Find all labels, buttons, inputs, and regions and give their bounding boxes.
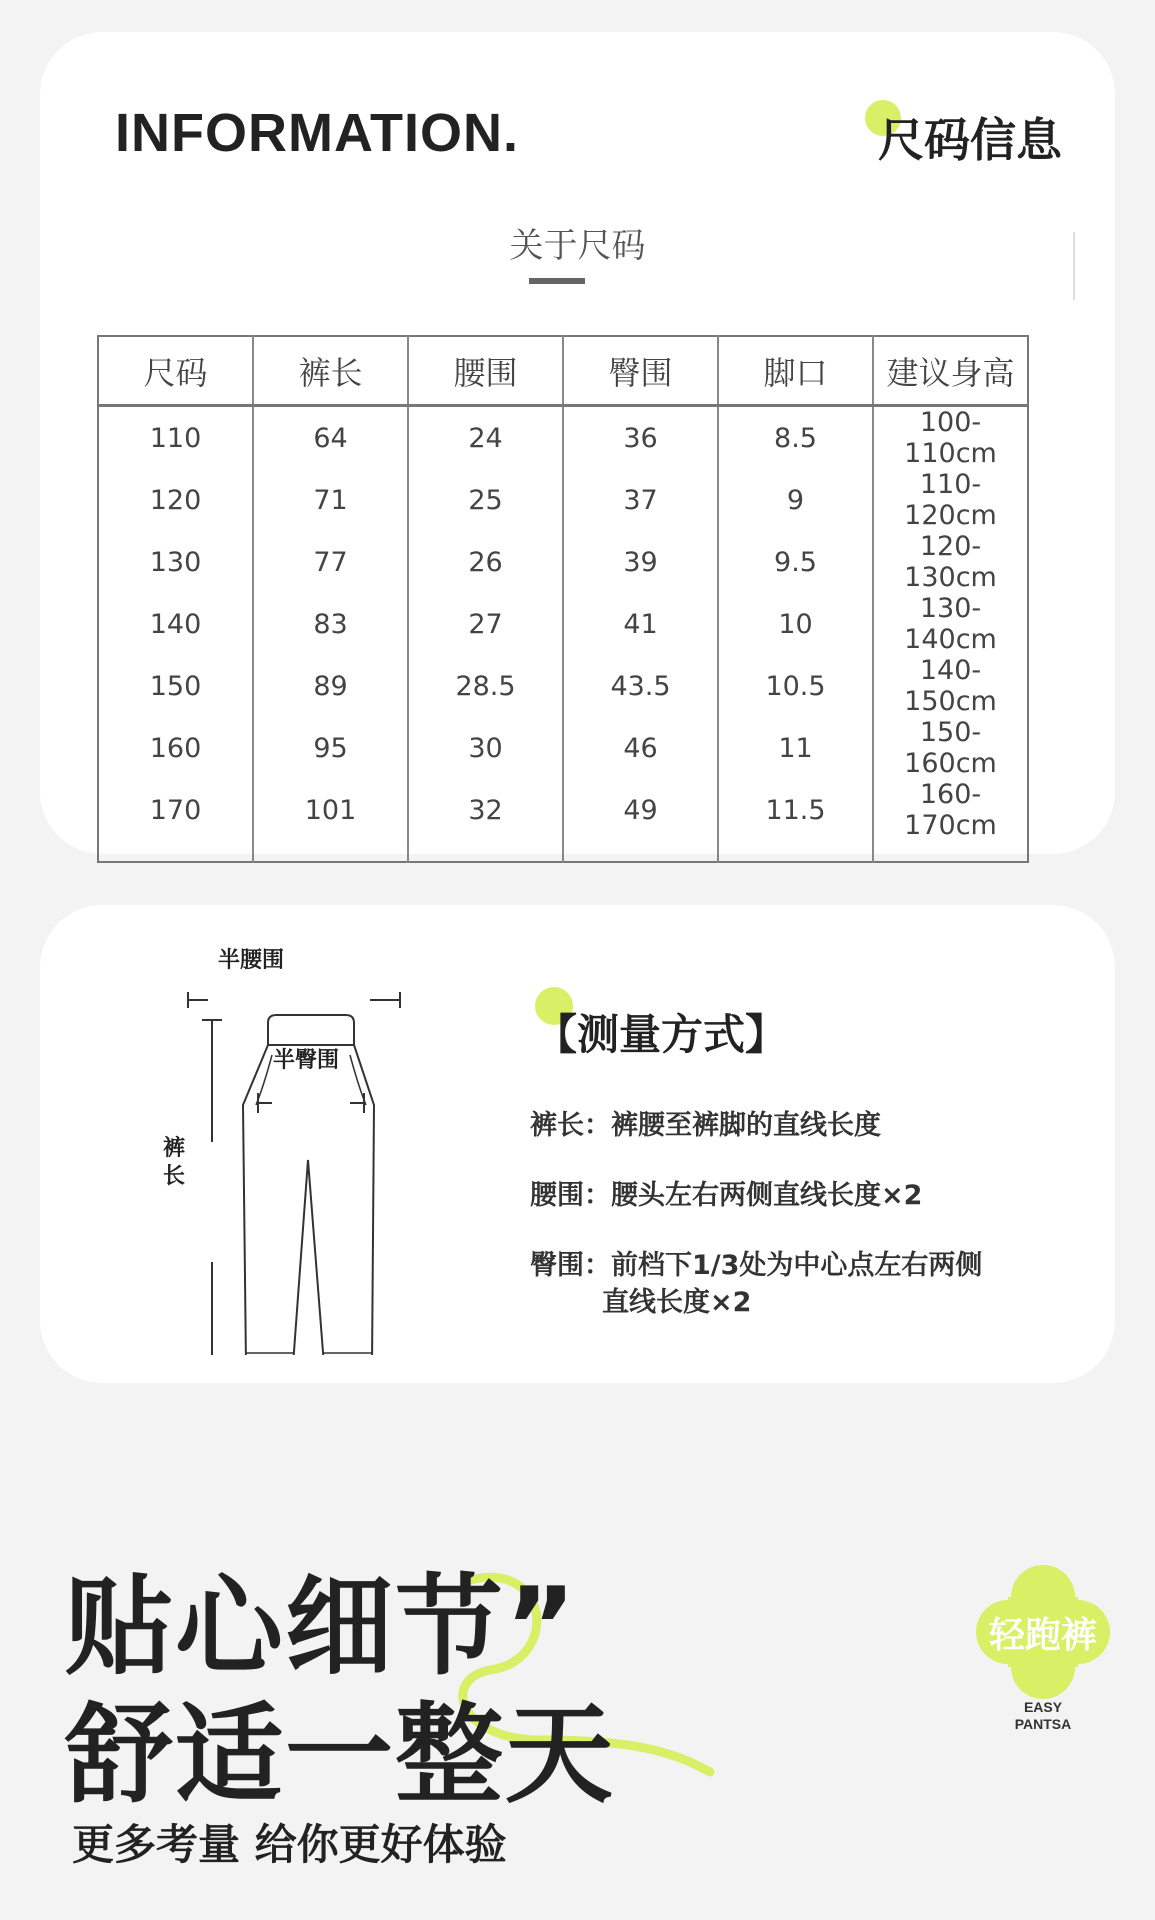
table-cell: 41 <box>563 593 718 655</box>
table-cell: 150-160cm <box>873 717 1028 779</box>
table-cell: 9.5 <box>718 531 873 593</box>
table-cell <box>98 841 253 862</box>
badge-text: 轻跑裤 <box>988 1615 1097 1656</box>
table-cell: 24 <box>408 406 563 470</box>
table-cell <box>873 841 1028 862</box>
table-cell <box>408 841 563 862</box>
table-cell: 49 <box>563 779 718 841</box>
table-cell: 83 <box>253 593 408 655</box>
size-info-title: 尺码信息 <box>878 113 1062 167</box>
table-cell: 10 <box>718 593 873 655</box>
table-cell: 30 <box>408 717 563 779</box>
half-hip-label: 半臀围 <box>273 1048 340 1073</box>
brand-badge <box>968 1557 1118 1737</box>
table-cell: 150 <box>149 670 202 702</box>
headline-line-2: 舒适一整天 <box>65 1693 616 1818</box>
table-cell: 32 <box>408 779 563 841</box>
table-header-cell: 脚口 <box>718 336 873 406</box>
table-cell: 36 <box>563 406 718 470</box>
table-row <box>98 593 1028 655</box>
table-cell: 11 <box>718 717 873 779</box>
table-cell: 110 <box>149 422 202 454</box>
table-cell: 110-120cm <box>873 469 1028 531</box>
table-cell: 43.5 <box>563 655 718 717</box>
table-cell: 120-130cm <box>873 531 1028 593</box>
table-header-cell: 裤长 <box>253 336 408 406</box>
measurement-card <box>40 905 1115 1383</box>
half-waist-label: 半腰围 <box>218 948 285 973</box>
table-cell: 9 <box>718 469 873 531</box>
table-header-cell: 臀围 <box>563 336 718 406</box>
size-table <box>97 335 1029 863</box>
length-label: 裤长 <box>163 1136 186 1189</box>
table-cell: 64 <box>253 406 408 470</box>
table-cell: 39 <box>563 531 718 593</box>
table-cell: 71 <box>253 469 408 531</box>
table-cell: 160 <box>149 732 202 764</box>
headline-line-1: 贴心细节” <box>65 1565 578 1690</box>
table-row <box>98 469 1028 531</box>
measurement-line: 裤长：裤腰至裤脚的直线长度 <box>530 1110 881 1141</box>
table-cell: 130-140cm <box>873 593 1028 655</box>
pants-diagram <box>160 935 460 1355</box>
about-size-title: 关于尺码 <box>509 226 646 266</box>
table-cell: 101 <box>253 779 408 841</box>
table-cell: 170 <box>149 794 202 826</box>
table-cell: 8.5 <box>718 406 873 470</box>
title-underline <box>529 278 585 284</box>
badge-sub-line: EASY <box>1023 1699 1063 1715</box>
table-cell: 140 <box>149 608 202 640</box>
table-header-cell: 尺码 <box>98 336 253 406</box>
measurement-line: 直线长度×2 <box>602 1287 752 1318</box>
table-cell <box>718 841 873 862</box>
table-row <box>98 406 1028 470</box>
table-cell: 10.5 <box>718 655 873 717</box>
table-header-row <box>98 336 1028 406</box>
table-row <box>98 717 1028 779</box>
table-padding-row <box>98 841 1028 862</box>
table-cell: 95 <box>253 717 408 779</box>
divider <box>1073 232 1075 300</box>
measurement-line: 臀围：前档下1/3处为中心点左右两侧 <box>530 1250 983 1281</box>
table-cell: 26 <box>408 531 563 593</box>
table-row <box>98 655 1028 717</box>
table-header-cell: 腰围 <box>408 336 563 406</box>
table-cell: 160-170cm <box>873 779 1028 841</box>
table-row <box>98 531 1028 593</box>
measurement-line: 腰围：腰头左右两侧直线长度×2 <box>530 1180 923 1211</box>
table-cell: 25 <box>408 469 563 531</box>
table-cell <box>563 841 718 862</box>
table-cell: 37 <box>563 469 718 531</box>
table-cell: 46 <box>563 717 718 779</box>
info-title: INFORMATION. <box>115 103 519 163</box>
table-cell: 27 <box>408 593 563 655</box>
table-cell: 77 <box>253 531 408 593</box>
measurement-title: 【测量方式】 <box>535 1010 788 1059</box>
table-cell: 100-110cm <box>873 406 1028 470</box>
table-cell: 28.5 <box>408 655 563 717</box>
table-row <box>98 779 1028 841</box>
badge-sub-line: PANTSA <box>1014 1716 1072 1732</box>
table-header-cell: 建议身高 <box>873 336 1028 406</box>
table-cell: 130 <box>149 546 202 578</box>
table-cell: 89 <box>253 655 408 717</box>
table-cell <box>253 841 408 862</box>
size-info-card <box>40 32 1115 854</box>
table-cell: 120 <box>149 484 202 516</box>
subline: 更多考量 给你更好体验 <box>72 1820 507 1869</box>
table-cell: 11.5 <box>718 779 873 841</box>
table-cell: 140-150cm <box>873 655 1028 717</box>
